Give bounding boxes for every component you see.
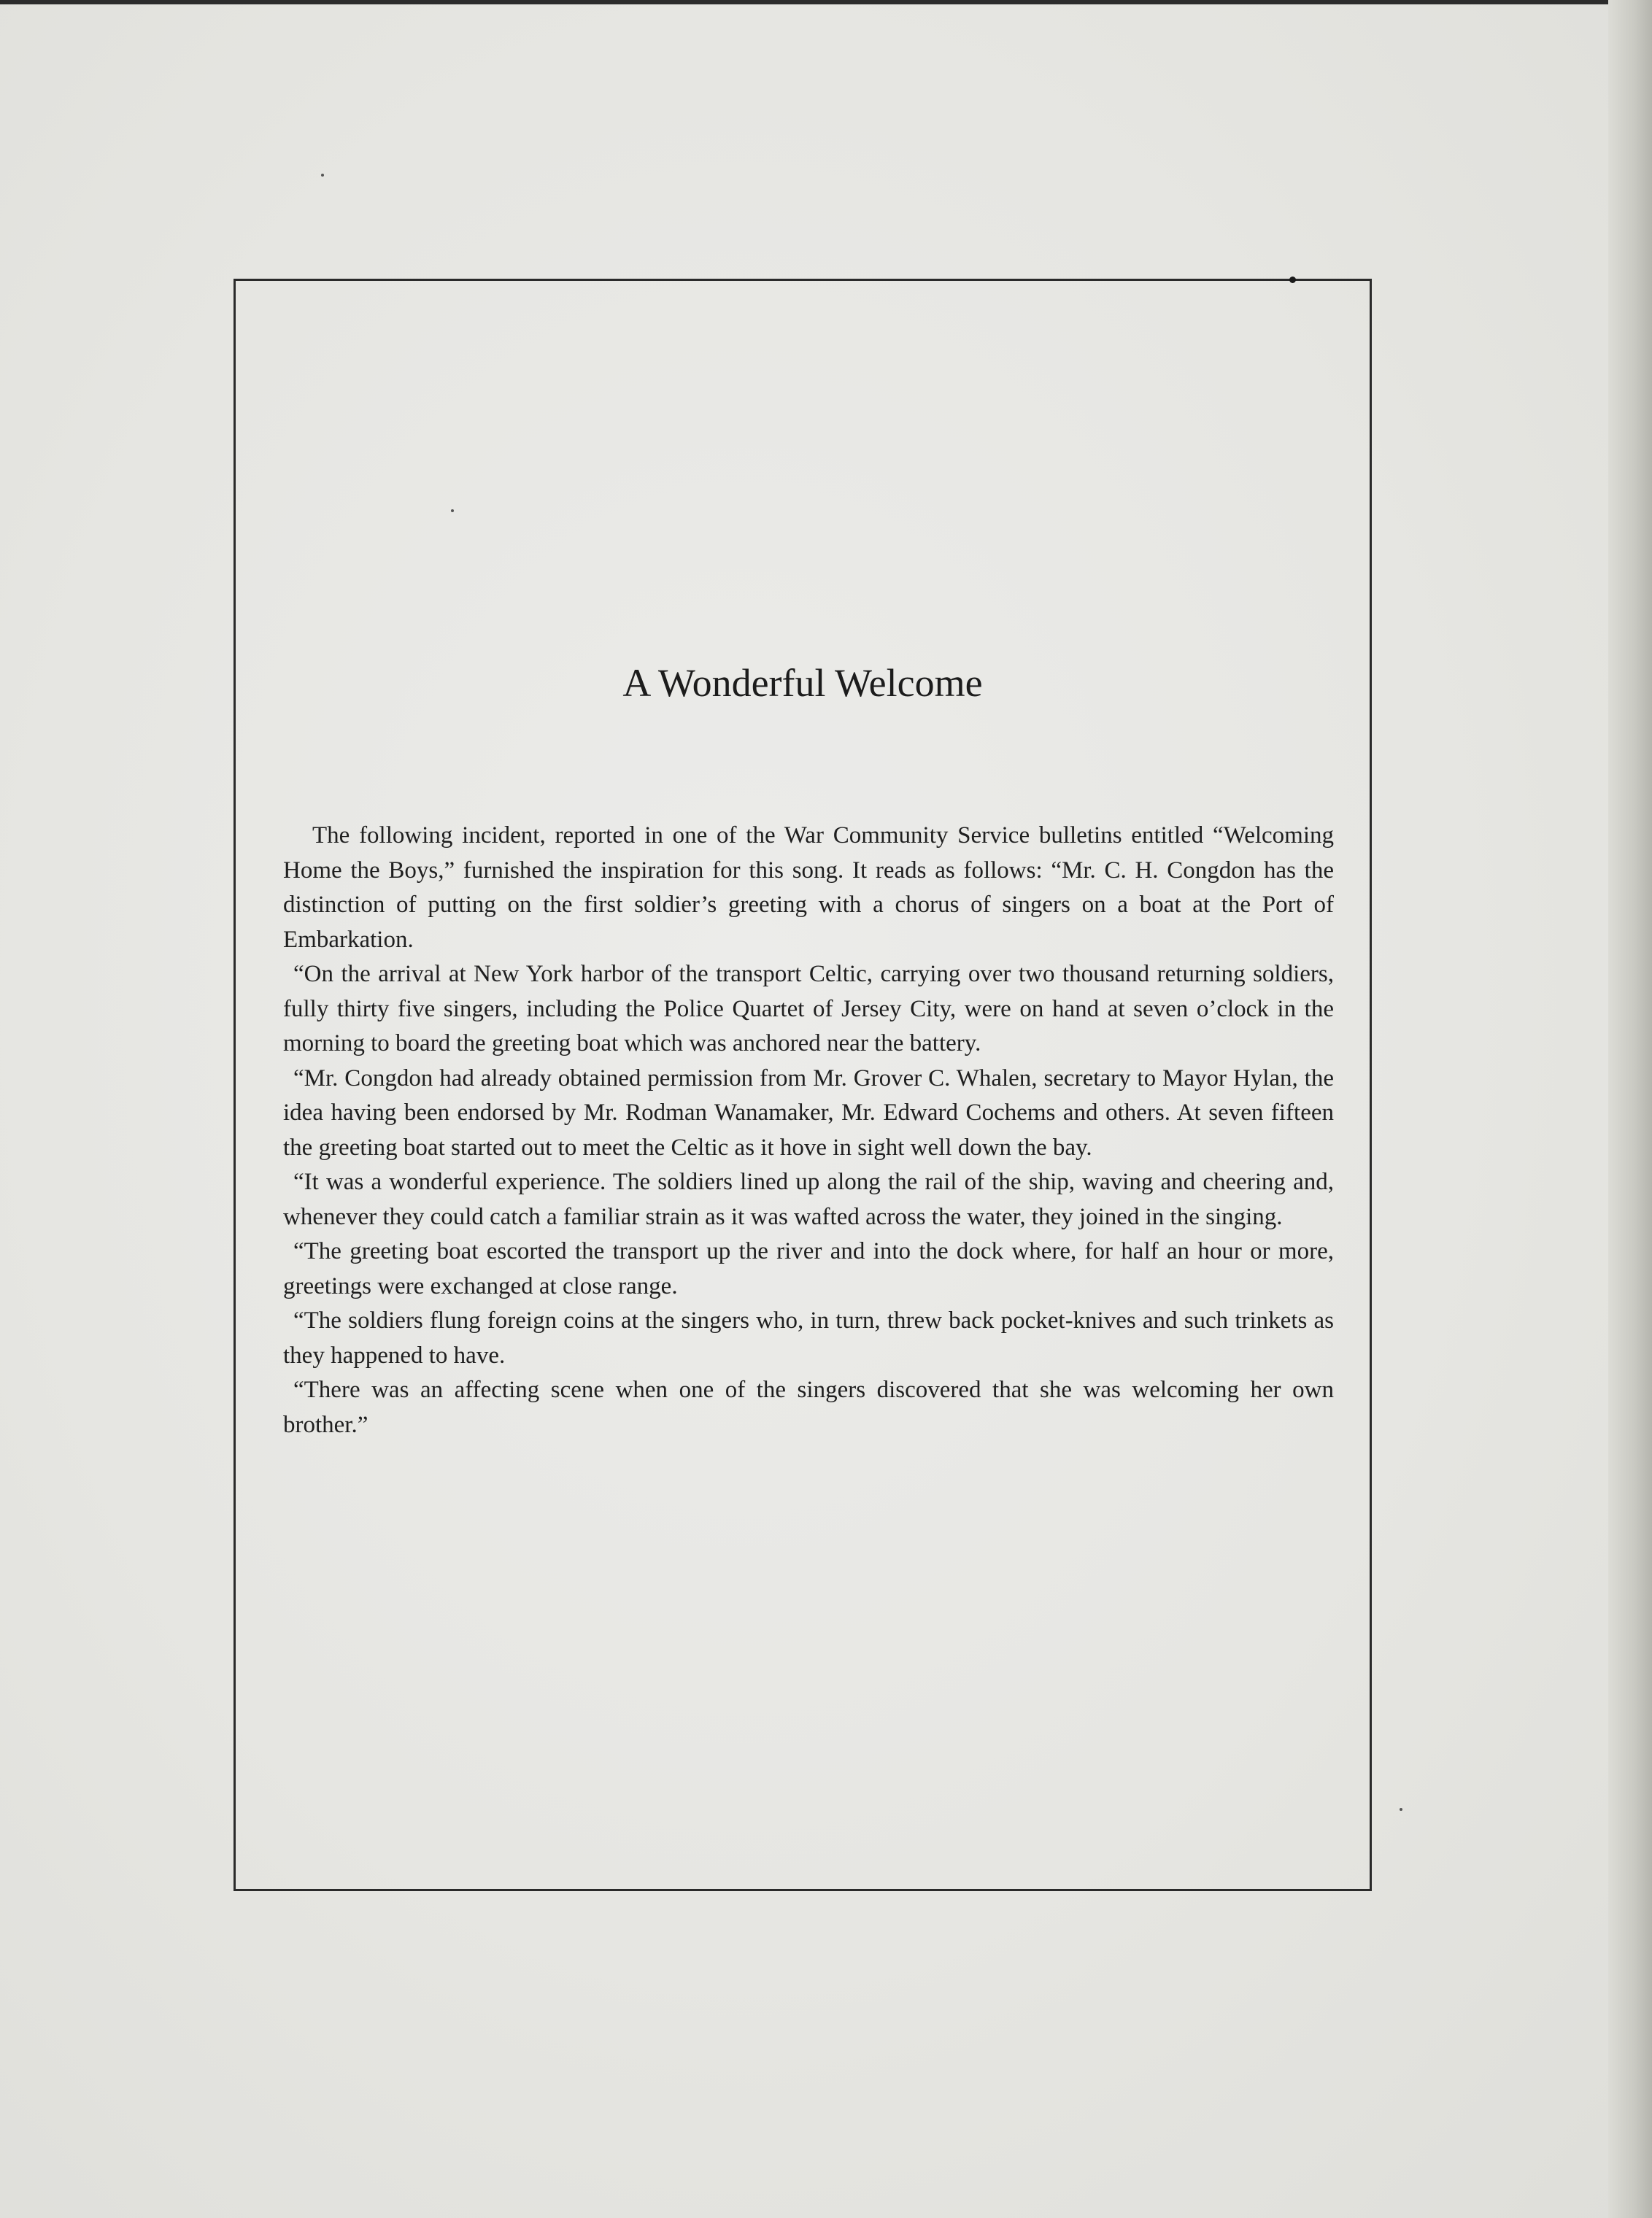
page-right-edge bbox=[1608, 0, 1652, 2218]
paragraph: “On the arrival at New York harbor of the transport Celtic, carrying over two thousand returning soldiers, fully thirty five singers, including the Police Quartet of Jersey City, were on hand at seven o’clock in the morning to board the greeting boat which was anchored near the battery. bbox=[283, 961, 1334, 1056]
paragraph: “There was an affecting scene when one of the singers discovered that she was welcoming her own brother.” bbox=[283, 1377, 1334, 1438]
paragraph: “It was a wonderful experience. The soldiers lined up along the rail of the ship, waving and cheering and, whenever they could catch a familiar strain as it was wafted across the water, they joined in the singing. bbox=[283, 1169, 1334, 1230]
ink-dot bbox=[1289, 277, 1296, 283]
article-body bbox=[283, 819, 1334, 1442]
page-title: A Wonderful Welcome bbox=[622, 661, 983, 705]
paragraph: The following incident, reported in one of the War Community Service bulletins entitled “Welcoming Home the Boys,” furnished the inspiration for this song. It reads as follows: “Mr. C. H. Congdon has the distinction of putting on the first soldier’s greeting with a chorus of singers on a boat at the Port of Embarkation. bbox=[283, 822, 1334, 953]
paragraph: “The soldiers flung foreign coins at the singers who, in turn, threw back pocket-knives and such trinkets as they happened to have. bbox=[283, 1307, 1334, 1369]
paper-speck bbox=[321, 174, 324, 177]
paragraph: “The greeting boat escorted the transport up the river and into the dock where, for half an hour or more, greetings were exchanged at close range. bbox=[283, 1238, 1334, 1299]
paragraph: “Mr. Congdon had already obtained permission from Mr. Grover C. Whalen, secretary to Mayor Hylan, the idea having been endorsed by Mr. Rodman Wanamaker, Mr. Edward Cochems and others. At seven fifteen the greeting boat started out to meet the Celtic as it hove in sight well down the bay. bbox=[283, 1064, 1334, 1161]
page-top-edge bbox=[0, 0, 1652, 4]
paper-speck bbox=[1400, 1808, 1402, 1811]
